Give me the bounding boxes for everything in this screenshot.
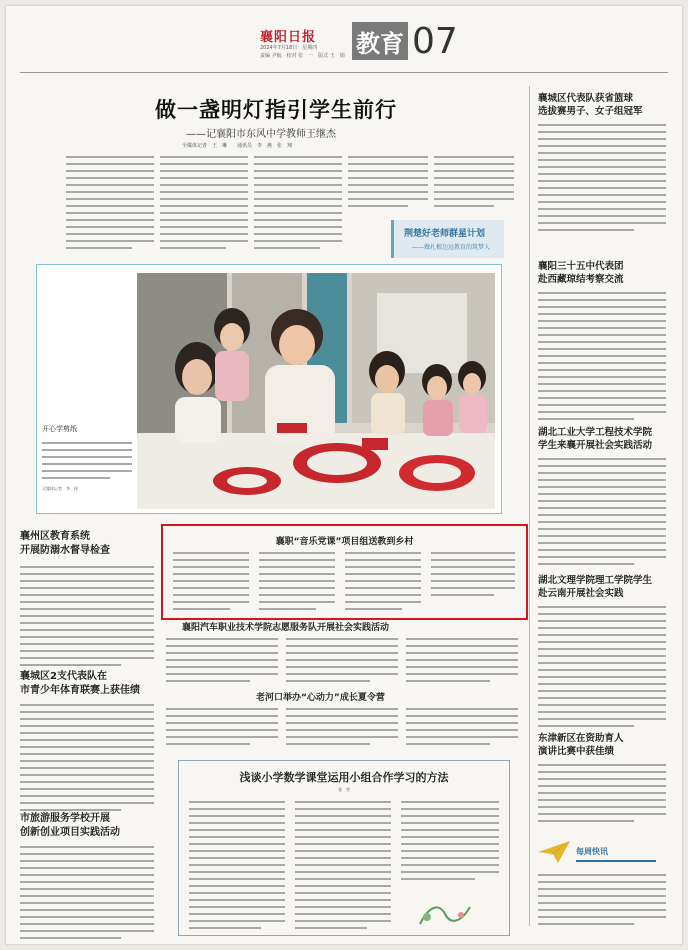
article-text-tourism-school xyxy=(20,846,154,944)
main-text-col-2 xyxy=(160,156,248,254)
math-text-col-3 xyxy=(401,801,499,885)
article-text-laohekou-2 xyxy=(286,708,398,750)
right-article-title-2: 襄阳三十五中代表团 赴西藏琼结考察交流 xyxy=(538,261,624,285)
special-column-subtitle: ——做扎根边远教育的筑梦人 xyxy=(412,244,491,251)
article-text-xiangzhou xyxy=(20,566,154,671)
main-text-col-1 xyxy=(66,156,154,254)
photo-illustration xyxy=(137,273,495,509)
highlighted-article xyxy=(161,524,528,620)
main-text-col-4 xyxy=(348,156,428,212)
math-text-col-2 xyxy=(295,801,391,934)
photo-caption-text xyxy=(42,442,132,484)
article-title-xiangzhou: 襄州区教育系统 开展防溺水督导检查 xyxy=(20,531,110,556)
right-article-title-3: 湖北工业大学工程技术学院 学生来襄开展社会实践活动 xyxy=(538,427,653,451)
page-header xyxy=(6,6,682,68)
paper-plane-icon xyxy=(536,838,572,866)
article-title-tourism-school: 市旅游服务学校开展 创新创业项目实践活动 xyxy=(20,813,120,838)
article-text-auto-college-3 xyxy=(406,638,518,687)
special-column-box xyxy=(391,220,504,258)
article-text-auto-college-2 xyxy=(286,638,398,687)
right-article-text-3 xyxy=(538,458,666,570)
highlighted-text-col-3 xyxy=(345,552,421,615)
photo-caption-credit: 全媒体记者 李 伟 xyxy=(42,486,78,491)
math-article-title: 浅谈小学数学课堂运用小组合作学习的方法 xyxy=(239,771,449,784)
page-number: 07 xyxy=(412,21,458,62)
highlighted-text-col-4 xyxy=(431,552,515,601)
article-title-xiangcheng: 襄城区2支代表队在 市青少年体育联赛上获佳绩 xyxy=(20,671,140,696)
weekly-brief-label: 每周快讯 xyxy=(576,847,608,856)
right-article-text-1 xyxy=(538,124,666,236)
math-decoration-icon xyxy=(415,899,475,929)
weekly-brief-text xyxy=(538,874,666,930)
main-subhead: ——记襄阳市东风中学教师王继杰 xyxy=(186,129,336,140)
main-byline: 全媒体记者 王 琳 通讯员 李 燕 张 翔 xyxy=(182,143,293,149)
header-editors: 责编 尹航 校对 张 一 版式 王 娟 xyxy=(260,53,345,59)
main-text-col-3 xyxy=(254,156,342,254)
right-article-text-2 xyxy=(538,292,666,425)
highlighted-article-title: 襄职“音乐党课”项目组送教到乡村 xyxy=(275,537,414,547)
right-article-text-5 xyxy=(538,764,666,827)
article-text-laohekou-3 xyxy=(406,708,518,750)
article-title-auto-college: 襄阳汽车职业技术学院志愿服务队开展社会实践活动 xyxy=(182,623,390,633)
article-text-laohekou-1 xyxy=(166,708,278,750)
article-text-xiangcheng xyxy=(20,704,154,816)
right-article-text-4 xyxy=(538,606,666,732)
highlighted-text-col-2 xyxy=(259,552,335,615)
newspaper-page xyxy=(6,6,682,944)
header-date: 2024年7月18日 星期四 xyxy=(260,45,318,51)
right-article-title-4: 湖北文理学院理工学院学生 赴云南开展社会实践 xyxy=(538,575,653,599)
main-text-col-5 xyxy=(434,156,514,212)
right-article-title-5: 东津新区在资助育人 演讲比赛中获佳绩 xyxy=(538,733,624,757)
header-rule xyxy=(20,72,668,73)
math-article-byline: 张 雪 xyxy=(338,787,350,792)
math-text-col-1 xyxy=(189,801,285,934)
right-article-title-1: 襄城区代表队获省篮球 选拔赛男子、女子组冠军 xyxy=(538,93,643,117)
article-title-laohekou: 老河口举办“心动力”成长夏令营 xyxy=(256,693,385,703)
photo-caption-title: 开心学剪纸 xyxy=(42,425,77,433)
highlighted-text-col-1 xyxy=(173,552,249,615)
masthead: 襄阳日报 xyxy=(260,30,317,45)
main-headline: 做一盏明灯指引学生前行 xyxy=(155,97,397,122)
weekly-brief-heading xyxy=(536,838,656,868)
right-column-rule xyxy=(529,86,530,926)
special-column-title: 荆楚好老师群星计划 xyxy=(404,229,486,239)
section-label: 教育 xyxy=(352,22,408,60)
paper-cutting-photo xyxy=(137,273,495,509)
math-article-box xyxy=(178,760,510,936)
weekly-brief-underline xyxy=(576,860,656,862)
article-text-auto-college-1 xyxy=(166,638,278,687)
